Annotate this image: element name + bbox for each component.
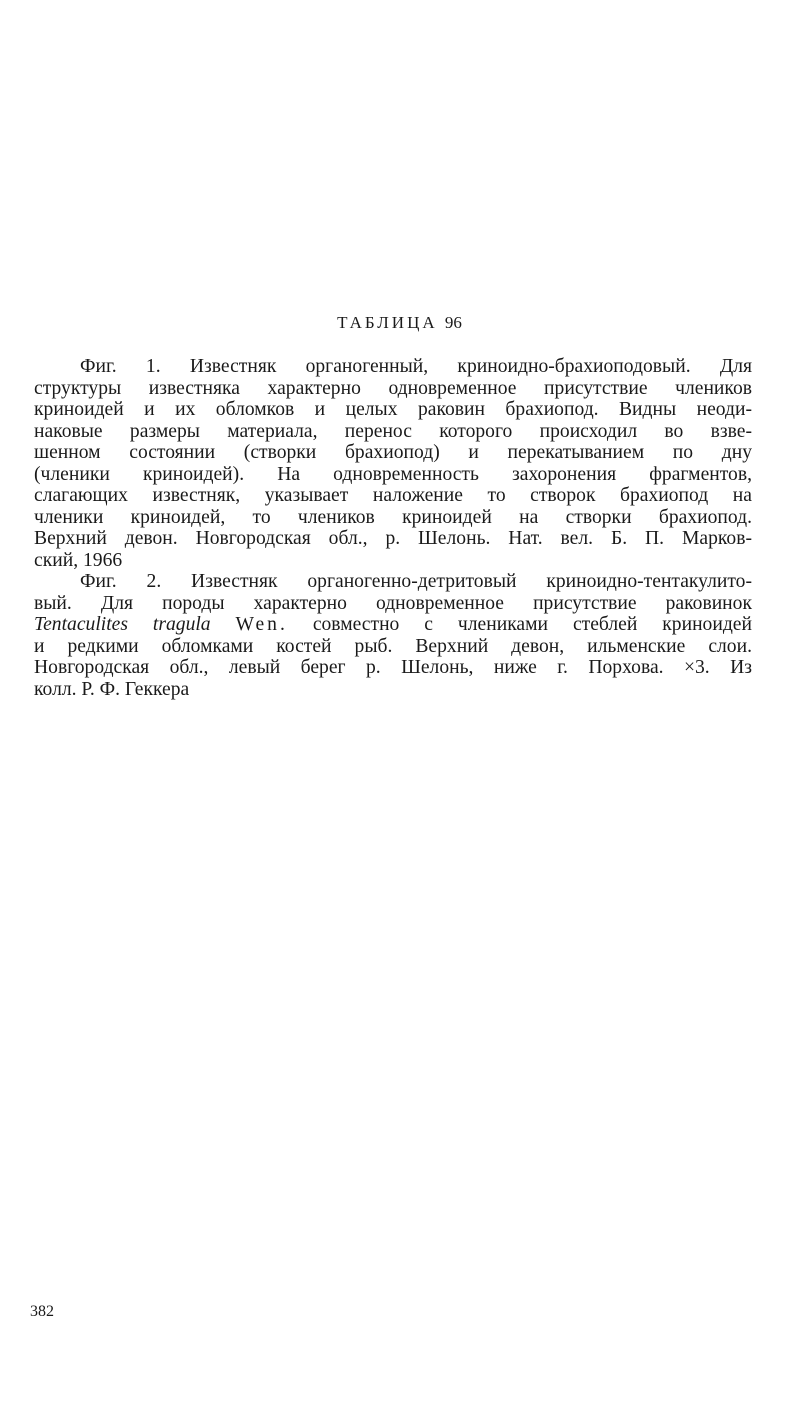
figure-2-caption [34, 571, 752, 700]
caption-line: ский, 1966 [34, 549, 123, 571]
plate-title-number: 96 [444, 313, 462, 332]
caption-line: Фиг. 1. Известняк органогенный, криноидно-брахиоподовый. Для [80, 356, 752, 377]
caption-line: членики криноидей, то члеников криноидей на створки брахиопод. [34, 506, 752, 528]
species-name: Tentaculites tragula [34, 614, 211, 635]
caption-line: Фиг. 2. Известняк органогенно-детритовый криноидно-тентакулито- [80, 571, 752, 592]
page-number: 382 [30, 1303, 54, 1320]
caption-line: структуры известняка характерно одновременное присутствие члеников [34, 377, 752, 399]
caption-line: слагающих известняк, указывает наложение то створок брахиопод на [34, 485, 752, 506]
caption-line: наковые размеры материала, перенос которого происходил во взве- [34, 420, 752, 442]
figure-1-caption [34, 356, 752, 571]
caption-line: Верхний девон. Новгородская обл., р. Шелонь. Нат. вел. Б. П. Марков- [34, 528, 752, 549]
caption-line: колл. Р. Ф. Геккера [34, 678, 190, 700]
caption-line: шенном состоянии (створки брахиопод) и перекатыванием по дну [34, 442, 752, 463]
caption-line: криноидей и их обломков и целых раковин брахиопод. Видны неоди- [34, 399, 752, 420]
caption-line: Новгородская обл., левый берег р. Шелонь, ниже г. Порхова. ×3. Из [34, 657, 752, 678]
plate-title-word: ТАБЛИЦА [337, 313, 438, 332]
caption-line-rest: совместно с члениками стеблей криноидей [312, 614, 752, 635]
plate-title [0, 313, 799, 333]
species-author: Wen. [235, 614, 288, 635]
caption-line: и редкими обломками костей рыб. Верхний девон, ильменские слои. [34, 635, 752, 657]
caption-line: вый. Для породы характерно одновременное присутствие раковинок [34, 592, 752, 614]
caption-line: (членики криноидей). На одновременность захоронения фрагментов, [34, 463, 752, 485]
caption-line-species [34, 614, 752, 636]
